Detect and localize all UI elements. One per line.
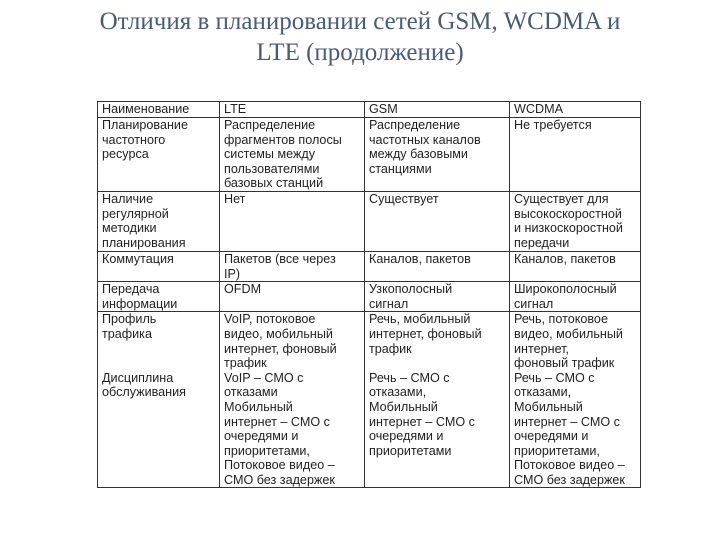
- row-label-cell: Планирование частотного ресурса: [98, 118, 220, 192]
- table-row: [98, 282, 641, 312]
- table-header-row: [98, 102, 641, 118]
- table-row: [98, 191, 641, 251]
- gsm-cell: Каналов, пакетов: [365, 251, 510, 281]
- header-cell-lte: LTE: [220, 102, 365, 118]
- wcdma-cell: Существует для высокоскоростной и низкоскоростной передачи: [510, 191, 641, 251]
- lte-cell: VoIP – СМО с отказами Мобильный интернет – СМО с очередями и приоритетами, Потоковое видео – СМО без задержек: [220, 371, 365, 488]
- row-label-cell: Передача информации: [98, 282, 220, 312]
- comparison-table: [97, 101, 641, 488]
- gsm-cell: Речь, мобильный интернет, фоновый трафик: [365, 312, 510, 371]
- header-cell-wcdma: WCDMA: [510, 102, 641, 118]
- slide-title: [0, 6, 720, 68]
- row-label-cell: Коммутация: [98, 251, 220, 281]
- slide-title-line-1: Отличия в планировании сетей GSM, WCDMA и: [99, 8, 621, 35]
- table-row: [98, 312, 641, 371]
- lte-cell: Пакетов (все через IP): [220, 251, 365, 281]
- table-row: [98, 118, 641, 192]
- wcdma-cell: Широкополосный сигнал: [510, 282, 641, 312]
- table-row: [98, 371, 641, 488]
- lte-cell: Нет: [220, 191, 365, 251]
- row-label-cell: Наличие регулярной методики планирования: [98, 191, 220, 251]
- wcdma-cell: Речь, потоковое видео, мобильный интернет, фоновый трафик: [510, 312, 641, 371]
- wcdma-cell: Не требуется: [510, 118, 641, 192]
- gsm-cell: Распределение частотных каналов между базовыми станциями: [365, 118, 510, 192]
- lte-cell: OFDM: [220, 282, 365, 312]
- header-cell-gsm: GSM: [365, 102, 510, 118]
- wcdma-cell: Речь – СМО с отказами, Мобильный интернет – СМО с очередями и приоритетами, Потоковое видео – СМО без задержек: [510, 371, 641, 488]
- gsm-cell: Речь – СМО с отказами, Мобильный интернет – СМО с очередями и приоритетами: [365, 371, 510, 488]
- table-row: [98, 251, 641, 281]
- wcdma-cell: Каналов, пакетов: [510, 251, 641, 281]
- lte-cell: Распределение фрагментов полосы системы между пользователями базовых станций: [220, 118, 365, 192]
- slide-title-line-2: LTE (продолжение): [256, 39, 464, 66]
- lte-cell: VoIP, потоковое видео, мобильный интернет, фоновый трафик: [220, 312, 365, 371]
- row-label-cell: Дисциплина обслуживания: [98, 371, 220, 488]
- gsm-cell: Существует: [365, 191, 510, 251]
- row-label-cell: Профиль трафика: [98, 312, 220, 371]
- header-cell-name: Наименование: [98, 102, 220, 118]
- gsm-cell: Узкополосный сигнал: [365, 282, 510, 312]
